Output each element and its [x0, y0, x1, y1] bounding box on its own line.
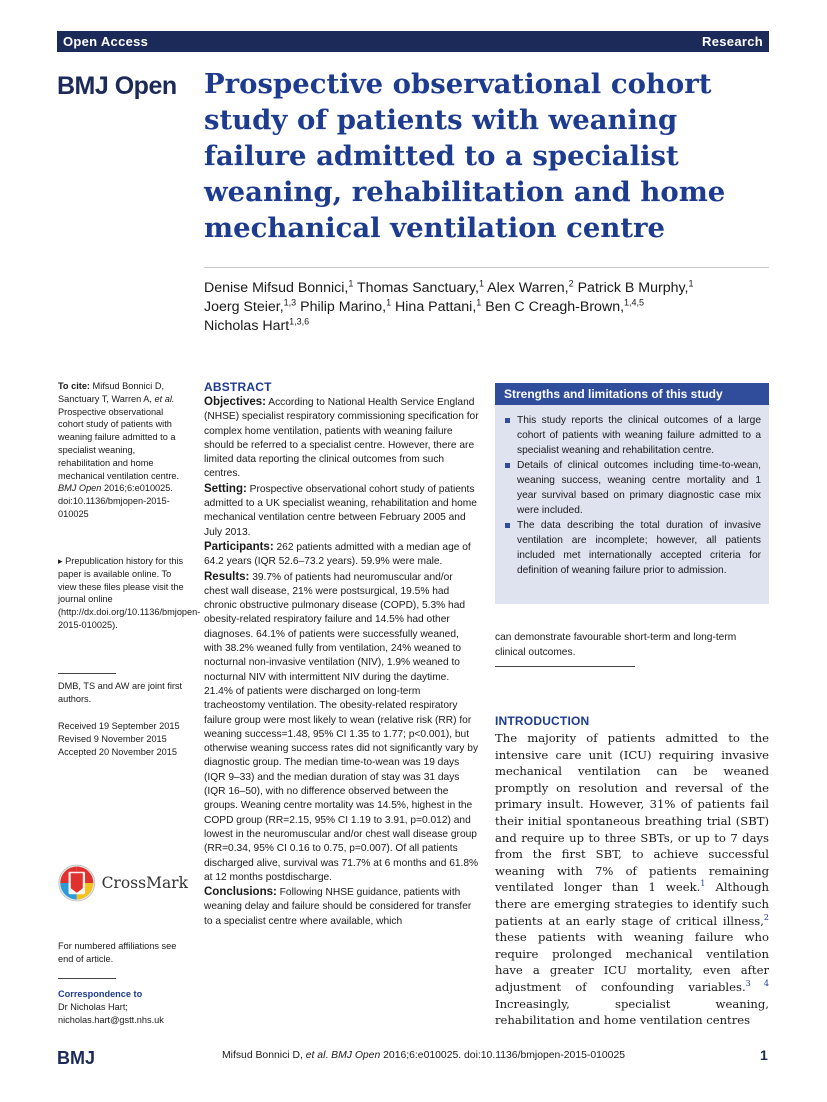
author: Hina Pattani, [391, 299, 477, 315]
crossmark-label: CrossMark [101, 873, 188, 892]
open-access-label: Open Access [63, 34, 149, 49]
affiliations-text: For numbered affiliations see end of article. [58, 941, 177, 964]
list-item [505, 413, 761, 458]
cite-doi[interactable]: 2016;6:e010025. doi:10.1136/bmjopen-2015-010025 [58, 483, 173, 519]
list-item-text: Details of clinical outcomes including time-to-wean, weaning success, weaning centre mortality and 1 year survival based on primary diagnostic case mix were included. [517, 460, 761, 516]
author: Thomas Sanctuary, [353, 280, 479, 296]
abstract-heading: ABSTRACT [204, 380, 272, 394]
author: Ben C Creagh-Brown, [481, 299, 625, 315]
participants-text: 262 patients admitted with a median age of 64.2 years (IQR 52.6–73.2 years). 59.9% were male. [204, 541, 471, 568]
strengths-list [495, 405, 769, 578]
received-date: Received 19 September 2015 [58, 721, 180, 731]
author-affiliation: 1 [386, 297, 392, 308]
crossmark-icon [58, 856, 96, 910]
square-bullet-icon [505, 463, 510, 468]
intro-paragraph: Although there are emerging strategies to identify such patients at an early stage of critical illness, [495, 880, 769, 928]
abstract-objectives [204, 395, 479, 482]
reference-link[interactable]: 2 [763, 912, 769, 922]
cite-etal: et al. [154, 393, 175, 404]
column-divider [495, 666, 635, 667]
cite-label: To cite: [58, 381, 90, 391]
conclusions-text: Following NHSE guidance, patients with weaning delay and failure should be considered for transfer to a specialist centre where available, which [204, 887, 472, 927]
footer-citation-journal: BMJ Open [331, 1050, 381, 1061]
author-affiliation: 2 [568, 278, 574, 289]
author: Philip Marino, [296, 299, 387, 315]
square-bullet-icon [505, 523, 510, 528]
header-banner [57, 31, 769, 52]
intro-paragraph: The majority of patients admitted to the intensive care unit (ICU) requiring invasive mechanical ventilation can be weaned promptly on resolution and reversal of the primary insult. However, 31% of patients fail their initial spontaneous breathing trial (SBT) and require up to three SBTs, or up to 7 days from the first SBT, to achieve successful weaning with 7% of patients remaining ventilated longer than 1 week. [495, 731, 769, 895]
correspondence-name: Dr Nicholas Hart; [58, 1001, 128, 1012]
participants-label: Participants: [204, 540, 274, 553]
author-list [204, 279, 769, 336]
author: Patrick B Murphy, [573, 280, 689, 296]
dates-block [58, 720, 188, 758]
abstract-results [204, 570, 479, 886]
accepted-date: Accepted 20 November 2015 [58, 746, 178, 757]
footer-citation-doi: 2016;6:e010025. doi:10.1136/bmjopen-2015-010025 [380, 1050, 626, 1061]
objectives-text: According to National Health Service England (NHSE) specialist respiratory commissioning specification for complex home ventilation, patients with weaning failure should be referred to a specialist centre. However, there are limited data reporting the clinical outcomes from such centres. [204, 397, 479, 480]
cite-text: Prospective observational cohort study of patients with weaning failure admitted to a specialist weaning, rehabilitation and home mechanical ventilation centre. [58, 406, 180, 481]
footer-citation [222, 1050, 625, 1061]
intro-paragraph: Increasingly, specialist weaning, rehabilitation and home ventilation centres [495, 996, 769, 1028]
prepub-text[interactable]: ▸ Prepublication history for this paper is available online. To view these files please visit the journal online (http://dx.doi.org/10.1136/bmjopen-2015-010025). [58, 556, 201, 630]
list-item-text: This study reports the clinical outcomes of a large cohort of patients with weaning failure admitted to a specialist weaning and rehabilitation centre. [517, 415, 761, 456]
footer-citation-sep: . [325, 1050, 332, 1061]
author-affiliation: 1 [478, 278, 484, 289]
author: Denise Mifsud Bonnici, [204, 280, 349, 296]
abstract-continued: can demonstrate favourable short-term and long-term clinical outcomes. [495, 632, 737, 658]
author: Joerg Steier, [204, 299, 284, 315]
cite-text: Mifsud Bonnici D, Sanctuary T, Warren A, [58, 381, 165, 404]
author-affiliation: 1,3 [283, 297, 297, 308]
correspondence-heading: Correspondence to [58, 989, 143, 999]
list-item [505, 458, 761, 518]
author: Nicholas Hart [204, 318, 290, 334]
abstract-participants [204, 540, 479, 570]
abstract-setting [204, 482, 479, 540]
joint-authors-text: DMB, TS and AW are joint first authors. [58, 681, 183, 704]
introduction-heading: INTRODUCTION [495, 714, 590, 728]
author-affiliation: 1 [476, 297, 482, 308]
strengths-limitations-box [495, 383, 769, 604]
correspondence-block [58, 988, 188, 1026]
objectives-label: Objectives: [204, 396, 266, 408]
article-title: Prospective observational cohort study of patients with weaning failure admitted to a specialist weaning, rehabilitation and home mechanical ventilation centre [204, 68, 726, 244]
author-affiliation: 1 [688, 278, 694, 289]
prepublication-note [58, 555, 201, 632]
author-affiliation: 1 [348, 278, 354, 289]
results-label: Results: [204, 570, 250, 583]
cite-journal: BMJ Open [58, 483, 102, 494]
list-item [505, 518, 761, 578]
footer-citation-etal: et al [305, 1050, 326, 1061]
intro-paragraph: these patients with weaning failure who require prolonged mechanical ventilation have a greater ICU mortality, even after adjustment of confounding variables. [495, 930, 769, 994]
footer-logo: BMJ [57, 1048, 96, 1068]
reference-link[interactable]: 1 [700, 879, 706, 889]
results-text: 39.7% of patients had neuromuscular and/or chest wall disease, 21% were postsurgical, 19.5% had chronic obstructive pulmonary disease (COPD), 5.3% had obesity-related respiratory failure and 14.5% had other diagnoses. 64.1% of patients were successfully weaned, with 38.2% weaned fully from ventilation, 24% weaned to nocturnal non-invasive ventilation (NIV), 1.9% weaned to nocturnal NIV with intermittent NIV during the daytime. 21.4% of patients were discharged on long-term tracheostomy ventilation. The obesity-related respiratory failure group were most likely to wean (relative risk (RR) for weaning success=1.48, 95% CI 1.35 to 1.77; p<0.001), but otherwise weaning success rates did not significantly vary by diagnostic group. The median time-to-wean was 19 days (IQR 9–33) and the median duration of stay was 31 days (IQR 16–50), with no difference observed between the groups. Weaning centre mortality was 14.5%, highest in the COPD group (RR=2.15, 95% CI 1.19 to 3.91, p=0.012) and lowest in the neuromuscular and/or chest wall disease group (RR=0.34, 95% CI 0.16 to 0.75, p=0.007). Of all patients discharged alive, survival was 71.7% at 6 months and 61.8% at 12 months postdischarge. [204, 571, 479, 883]
title-divider [204, 267, 769, 268]
list-item-text: The data describing the total duration of invasive ventilation are incomplete; however, all patients included met internationally accepted criteria for definition of weaning failure prior to admission. [517, 520, 761, 576]
crossmark-badge[interactable] [58, 855, 188, 911]
author: Alex Warren, [484, 280, 569, 296]
article-type-label: Research [702, 34, 763, 49]
affiliations-note [58, 940, 188, 966]
revised-date: Revised 9 November 2015 [58, 733, 167, 744]
author-affiliation: 1,4,5 [624, 297, 645, 308]
author-affiliation: 1,3,6 [289, 316, 310, 327]
conclusions-label: Conclusions: [204, 886, 277, 899]
sidebar-divider [58, 673, 116, 674]
correspondence-email[interactable]: nicholas.hart@gstt.nhs.uk [58, 1014, 164, 1025]
introduction-text [495, 730, 769, 1029]
journal-logo: BMJ Open [57, 72, 177, 100]
footer-citation-authors: Mifsud Bonnici D, [222, 1050, 306, 1061]
abstract-section [204, 380, 479, 929]
page-number: 1 [760, 1047, 768, 1063]
reference-link[interactable]: 3 4 [745, 979, 769, 989]
citation-block [58, 380, 188, 521]
joint-authors-note [58, 680, 188, 706]
abstract-conclusions [204, 885, 479, 929]
setting-text: Prospective observational cohort study of patients admitted to a UK specialist weaning, rehabilitation and home mechanical ventilation centre between February 2005 and July 2013. [204, 483, 477, 538]
strengths-heading: Strengths and limitations of this study [495, 383, 769, 405]
square-bullet-icon [505, 418, 510, 423]
sidebar-divider [58, 978, 116, 979]
setting-label: Setting: [204, 482, 247, 495]
